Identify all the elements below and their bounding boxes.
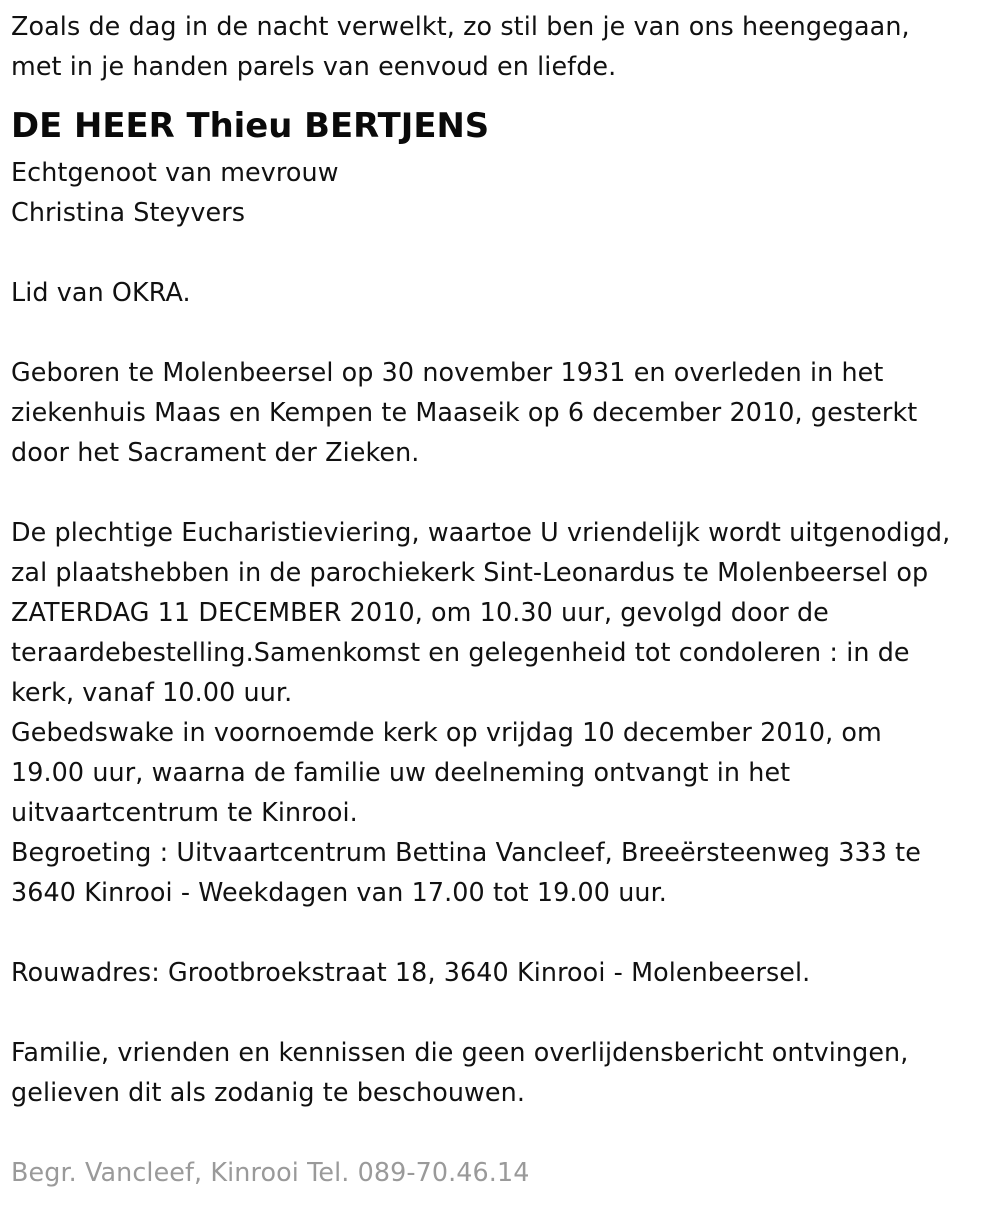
- paragraph-line: Geboren te Molenbeersel op 30 november 1931 en overleden in het: [11, 357, 884, 387]
- paragraph-line: 3640 Kinrooi - Weekdagen van 17.00 tot 19.00 uur.: [11, 877, 667, 907]
- membership: Lid van OKRA.: [11, 277, 191, 307]
- paragraph-line: zal plaatshebben in de parochiekerk Sint-Leonardus te Molenbeersel op: [11, 557, 929, 587]
- intro-verse-line: met in je handen parels van eenvoud en liefde.: [11, 51, 617, 81]
- spacer: [11, 1112, 1000, 1152]
- spouse-label: Echtgenoot van mevrouw: [11, 157, 339, 187]
- funeral-home-footer: Begr. Vancleef, Kinrooi Tel. 089-70.46.14: [11, 1157, 530, 1187]
- intro-verse-line: Zoals de dag in de nacht verwelkt, zo stil ben je van ons heengegaan,: [11, 11, 910, 41]
- paragraph-line: teraardebestelling.Samenkomst en gelegenheid tot condoleren : in de: [11, 637, 910, 667]
- paragraph-line: Familie, vrienden en kennissen die geen overlijdensbericht ontvingen,: [11, 1037, 909, 1067]
- spacer: [11, 312, 1000, 352]
- birth-death-paragraph: [11, 352, 1000, 472]
- paragraph-line: De plechtige Eucharistieviering, waartoe U vriendelijk wordt uitgenodigd,: [11, 517, 951, 547]
- spacer: [11, 992, 1000, 1032]
- paragraph-line: ZATERDAG 11 DECEMBER 2010, om 10.30 uur, gevolgd door de: [11, 597, 829, 627]
- deceased-name: DE HEER Thieu BERTJENS: [11, 106, 490, 145]
- service-paragraph: [11, 512, 1000, 912]
- spouse-info: [11, 152, 1000, 232]
- spacer: [11, 232, 1000, 272]
- mourning-address: Rouwadres: Grootbroekstraat 18, 3640 Kinrooi - Molenbeersel.: [11, 957, 811, 987]
- paragraph-line: 19.00 uur, waarna de familie uw deelneming ontvangt in het: [11, 757, 791, 787]
- paragraph-line: ziekenhuis Maas en Kempen te Maaseik op 6 december 2010, gesterkt: [11, 397, 918, 427]
- spouse-name: Christina Steyvers: [11, 197, 246, 227]
- paragraph-line: door het Sacrament der Zieken.: [11, 437, 420, 467]
- spacer: [11, 472, 1000, 512]
- notice-paragraph: [11, 1032, 1000, 1112]
- paragraph-line: gelieven dit als zodanig te beschouwen.: [11, 1077, 526, 1107]
- paragraph-line: Begroeting : Uitvaartcentrum Bettina Vancleef, Breeërsteenweg 333 te: [11, 837, 921, 867]
- spacer: [11, 912, 1000, 952]
- intro-verse: [11, 0, 1000, 86]
- paragraph-line: uitvaartcentrum te Kinrooi.: [11, 797, 358, 827]
- paragraph-line: kerk, vanaf 10.00 uur.: [11, 677, 293, 707]
- paragraph-line: Gebedswake in voornoemde kerk op vrijdag 10 december 2010, om: [11, 717, 882, 747]
